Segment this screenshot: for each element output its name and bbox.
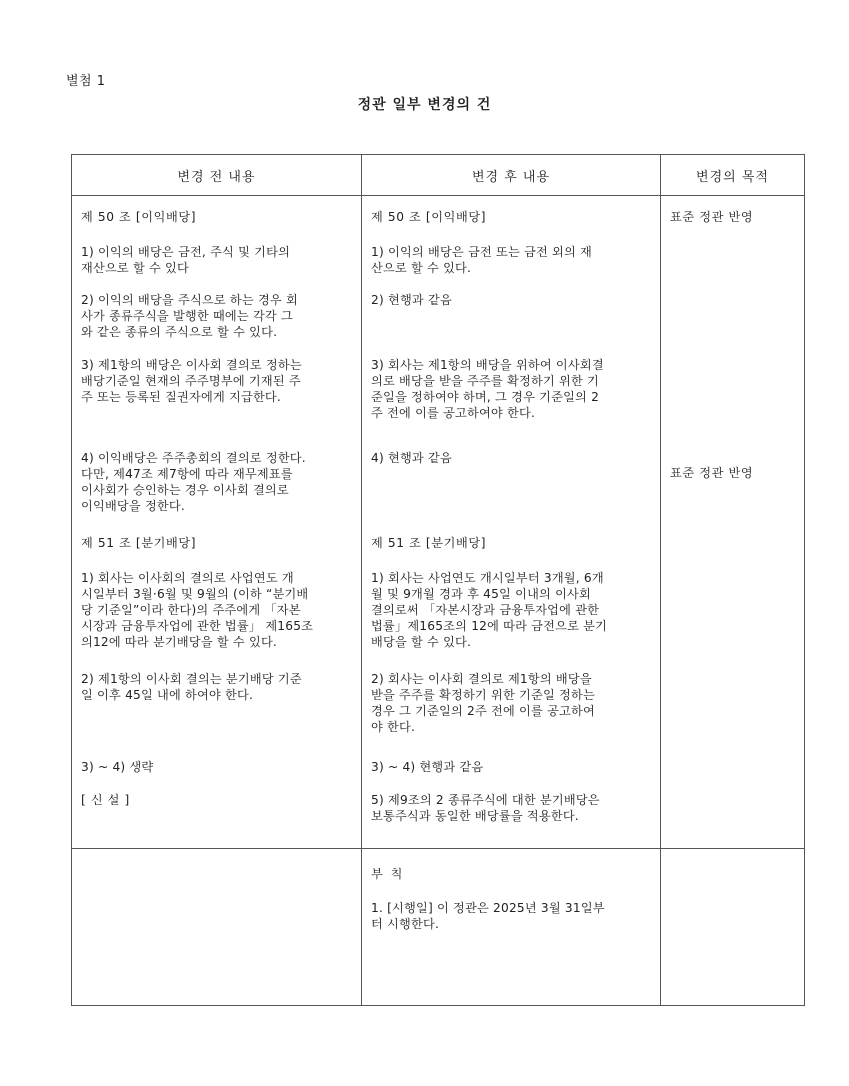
amendment-table [71, 154, 805, 1006]
after-article-51-heading: 제 51 조 [분기배당] [371, 536, 487, 550]
purpose-column [661, 196, 805, 849]
addendum-text: 1. [시행일] 이 정관은 2025년 3월 31일부 터 시행한다. [371, 901, 605, 931]
purpose-article-50: 표준 정관 반영 [670, 210, 754, 224]
before-art50-clause-2: 2) 이익의 배당을 주식으로 하는 경우 회 사가 종류주식을 발행한 때에는 각각 그 와 같은 종류의 주식으로 할 수 있다. [81, 293, 298, 339]
after-art50-clause-3: 3) 회사는 제1항의 배당을 위하여 이사회결 의로 배당을 받을 주주를 확정하기 위한 기 준일을 정하여야 하며, 그 경우 기준일의 2 주 전에 이를 공고하여야 한다. [371, 358, 604, 420]
before-article-51-heading: 제 51 조 [분기배당] [81, 536, 197, 550]
addendum-purpose-empty [661, 849, 805, 1006]
addendum-heading: 부 칙 [371, 867, 405, 881]
before-art50-clause-4: 4) 이익배당은 주주총회의 결의로 정한다. 다만, 제47조 제7항에 따라 재무제표를 이사회가 승인하는 경우 이사회 결의로 이익배당을 정한다. [81, 451, 306, 513]
addendum-cell [362, 849, 661, 1006]
before-art50-clause-1: 1) 이익의 배당은 금전, 주식 및 기타의 재산으로 할 수 있다 [81, 245, 291, 275]
after-art50-clause-2: 2) 현행과 같음 [371, 293, 452, 307]
after-art51-clause-5: 5) 제9조의 2 종류주식에 대한 분기배당은 보통주식과 동일한 배당률을 적용한다. [371, 793, 600, 823]
document-title: 정관 일부 변경의 건 [357, 97, 492, 113]
after-art51-clause-3-4: 3) ~ 4) 현행과 같음 [371, 760, 484, 774]
table-header-row [72, 155, 805, 196]
header-after: 변경 후 내용 [362, 155, 661, 196]
attachment-label: 별첨 1 [66, 74, 106, 89]
before-art51-clause-3-4: 3) ~ 4) 생략 [81, 760, 154, 774]
before-article-50-heading: 제 50 조 [이익배당] [81, 210, 197, 224]
before-art51-clause-1: 1) 회사는 이사회의 결의로 사업연도 개 시일부터 3월·6월 및 9월의 (이하 “분기배 당 기준일”이라 한다)의 주주에게 「자본 시장과 금융투자업에 관한 법률」 제165조 의12에 따라 분기배당을 할 수 있다. [81, 571, 314, 649]
after-article-50-heading: 제 50 조 [이익배당] [371, 210, 487, 224]
before-column [72, 196, 362, 849]
header-before: 변경 전 내용 [72, 155, 362, 196]
after-art51-clause-2: 2) 회사는 이사회 결의로 제1항의 배당을 받을 주주를 확정하기 위한 기준일 정하는 경우 그 기준일의 2주 전에 이를 공고하여 야 한다. [371, 672, 595, 734]
purpose-article-51: 표준 정관 반영 [670, 466, 754, 480]
addendum-row [72, 849, 805, 1006]
before-art51-clause-2: 2) 제1항의 이사회 결의는 분기배당 기준 일 이후 45일 내에 하여야 한다. [81, 672, 302, 702]
after-art50-clause-1: 1) 이익의 배당은 금전 또는 금전 외의 재 산으로 할 수 있다. [371, 245, 593, 275]
before-art50-clause-3: 3) 제1항의 배당은 이사회 결의로 정하는 배당기준일 현재의 주주명부에 기재된 주 주 또는 등록된 질권자에게 지급한다. [81, 358, 302, 404]
before-new-marker: [ 신 설 ] [81, 793, 130, 807]
after-art50-clause-4: 4) 현행과 같음 [371, 451, 452, 465]
header-purpose: 변경의 목적 [661, 155, 805, 196]
after-art51-clause-1: 1) 회사는 사업연도 개시일부터 3개월, 6개 월 및 9개월 경과 후 45일 이내의 이사회 결의로써 「자본시장과 금융투자업에 관한 법률」제165조의 12에 따라 금전으로 분기 배당을 할 수 있다. [371, 571, 608, 649]
after-column [362, 196, 661, 849]
addendum-before-empty [72, 849, 362, 1006]
table-row [72, 196, 805, 849]
